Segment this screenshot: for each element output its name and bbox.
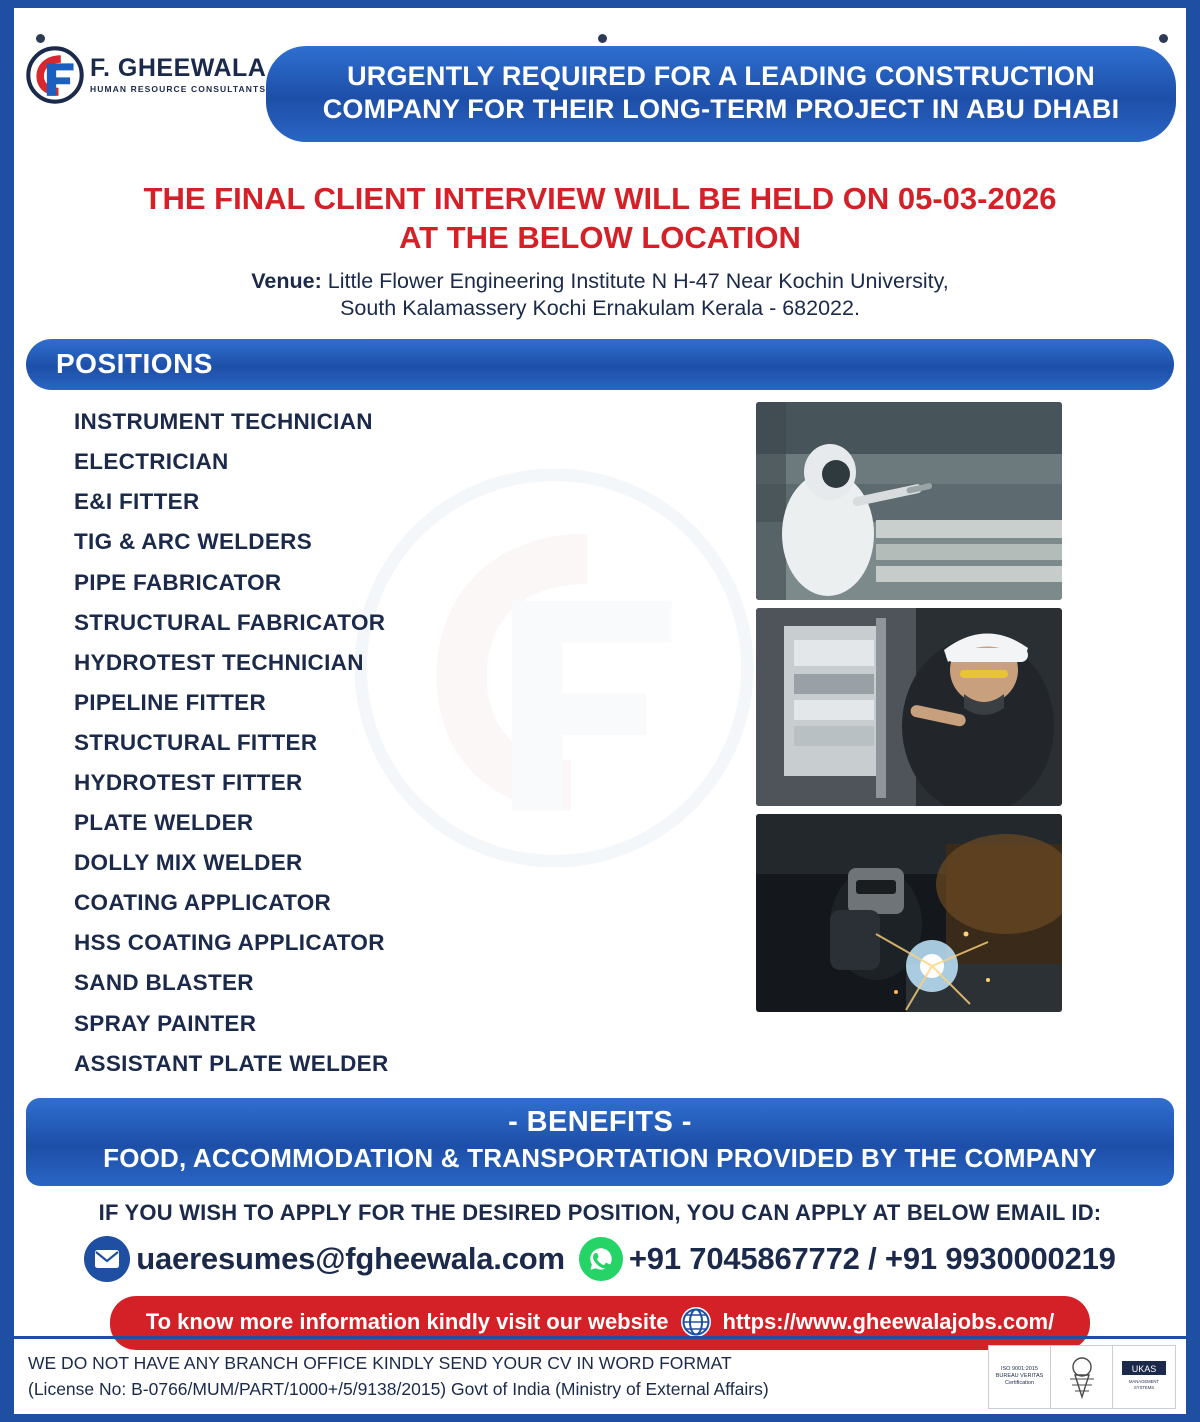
interview-line-1: THE FINAL CLIENT INTERVIEW WILL BE HELD ON 05-03-2026 [143,181,1057,216]
interview-line-2: AT THE BELOW LOCATION [399,219,801,255]
list-item: HYDROTEST FITTER [74,770,303,796]
venue-line-2: South Kalamassery Kochi Ernakulam Kerala - 682022. [340,296,860,321]
list-item: INSTRUMENT TECHNICIAN [74,409,373,435]
list-item: TIG & ARC WELDERS [74,529,313,555]
list-item: PIPE FABRICATOR [74,569,282,595]
positions-and-photos [14,390,1186,1084]
venue-block [14,258,1186,324]
footer-line-1: WE DO NOT HAVE ANY BRANCH OFFICE KINDLY SEND YOUR CV IN WORD FORMAT [28,1353,732,1374]
positions-title-bar: POSITIONS [26,339,1174,390]
emblem-icon [1062,1353,1102,1401]
logo-wordmark [90,56,266,94]
cert-bv-line3: Certification [1004,1379,1035,1386]
photo-welder-sparks [756,814,1062,1012]
interview-announcement [14,168,1186,258]
photo-blasting-worker [756,402,1062,600]
fg-monogram-icon [26,46,84,104]
apply-instruction: IF YOU WISH TO APPLY FOR THE DESIRED POSITION, YOU CAN APPLY AT BELOW EMAIL ID: [98,1199,1102,1225]
photo-electrician-panel [756,608,1062,806]
company-logo [14,46,266,104]
svg-text:SYSTEMS: SYSTEMS [1133,1384,1155,1390]
globe-icon [679,1305,713,1339]
benefits-title: - BENEFITS - [508,1105,692,1138]
email-address[interactable]: uaeresumes@fgheewala.com [136,1240,565,1276]
list-item: PLATE WELDER [74,810,254,836]
cert-ukas [1113,1346,1175,1408]
list-item: SPRAY PAINTER [74,1010,257,1036]
list-item: ELECTRICIAN [74,449,229,475]
list-item: STRUCTURAL FITTER [74,729,318,755]
list-item: SAND BLASTER [74,970,254,996]
cert-bureau-veritas [989,1346,1051,1408]
venue-label: Venue: [251,268,322,293]
benefits-text: FOOD, ACCOMMODATION & TRANSPORTATION PROVIDED BY THE COMPANY [103,1142,1097,1173]
list-item: DOLLY MIX WELDER [74,850,303,876]
envelope-icon [84,1236,130,1282]
website-url[interactable]: https://www.gheewalajobs.com/ [722,1308,1055,1334]
footer-disclaimer [28,1351,769,1402]
cert-bv-line1: ISO 9001:2015 [1000,1366,1038,1373]
website-text: To know more information kindly visit our website [145,1308,669,1334]
cert-emblem [1051,1346,1113,1408]
benefits-banner [26,1098,1174,1186]
company-name: F. GHEEWALA [90,54,267,83]
svg-text:MANAGEMENT: MANAGEMENT [1128,1378,1160,1384]
footer-line-2: (License No: B-0766/MUM/PART/1000+/5/9138/2015) Govt of India (Ministry of External Affairs) [28,1378,769,1399]
poster-inner [14,8,1186,1414]
photo-column [756,402,1066,1084]
headline-banner: URGENTLY REQUIRED FOR A LEADING CONSTRUCTION COMPANY FOR THEIR LONG-TERM PROJECT IN ABU DHABI [266,46,1176,142]
phone-numbers[interactable]: +91 7045867772 / +91 9930000219 [628,1240,1116,1276]
venue-line-1: Little Flower Engineering Institute N H-47 Near Kochin University, [327,268,949,293]
contact-row [14,1236,1186,1282]
list-item: HYDROTEST TECHNICIAN [74,649,364,675]
ukas-icon [1121,1360,1167,1394]
list-item: ASSISTANT PLATE WELDER [74,1050,389,1076]
poster-footer [14,1336,1186,1414]
cert-bv-line2: BUREAU VERITAS [995,1373,1044,1380]
svg-text:UKAS: UKAS [1131,1363,1157,1374]
company-tagline: HUMAN RESOURCE CONSULTANTS [90,84,267,95]
certification-logos [988,1345,1176,1409]
list-item: HSS COATING APPLICATOR [74,930,385,956]
list-item: E&I FITTER [74,489,200,515]
list-item: COATING APPLICATOR [74,890,332,916]
whatsapp-icon [579,1237,623,1281]
list-item: STRUCTURAL FABRICATOR [74,609,386,635]
poster-header [14,8,1186,168]
list-item: PIPELINE FITTER [74,689,267,715]
positions-list [26,402,756,1084]
